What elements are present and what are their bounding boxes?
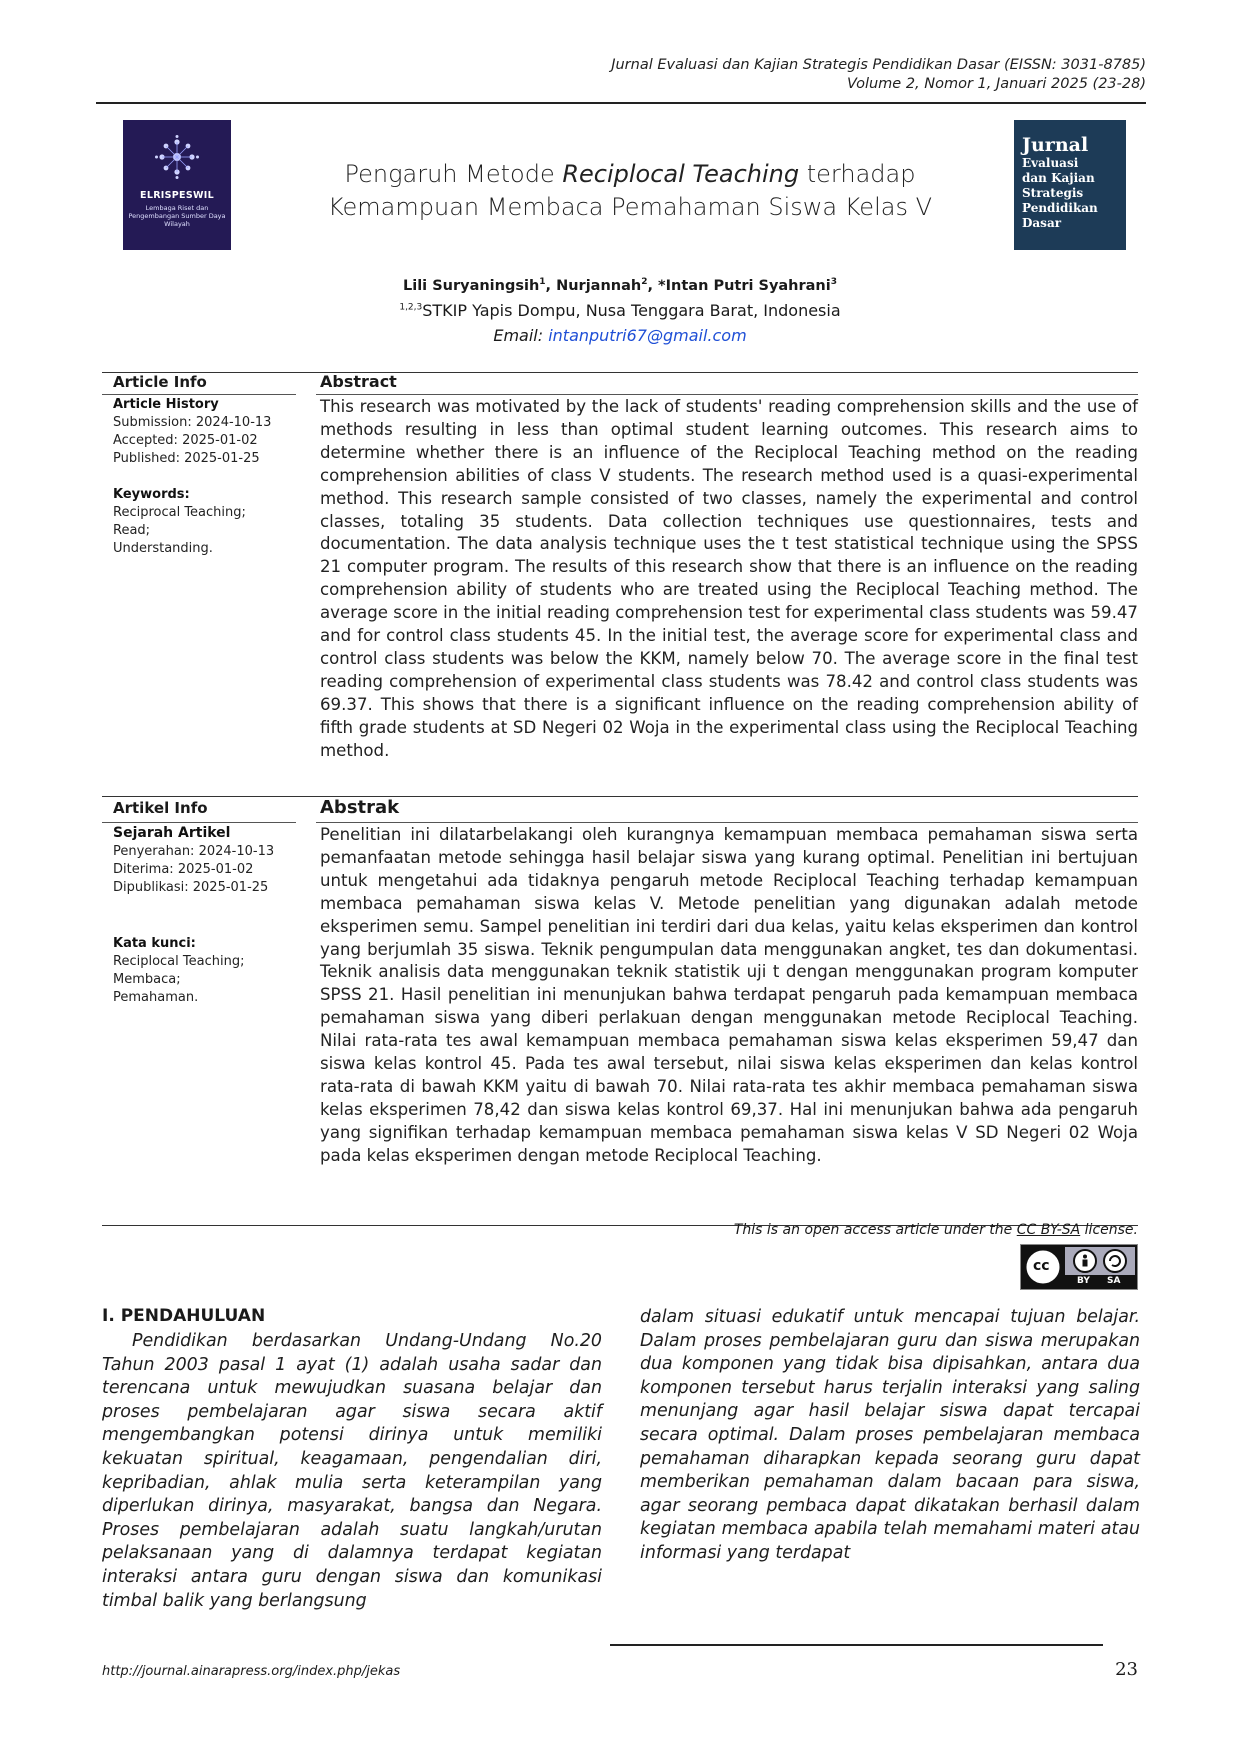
by-text: BY — [1077, 1276, 1090, 1286]
affiliation-text: STKIP Yapis Dompu, Nusa Tenggara Barat, Indonesia — [422, 301, 841, 320]
kata-kunci-1: Reciplocal Teaching; — [113, 954, 245, 969]
kata-kunci-2: Membaca; — [113, 972, 181, 987]
abstract-heading: Abstract — [320, 372, 397, 391]
abstrak-sub-rule — [316, 822, 1138, 823]
logo-right-line6: Dasar — [1022, 216, 1062, 230]
cc-by-sa-badge-icon[interactable] — [1020, 1244, 1138, 1290]
journal-cover-logo — [1014, 120, 1126, 250]
penyerahan-date: Penyerahan: 2024-10-13 — [113, 844, 275, 859]
kata-kunci-label: Kata kunci: — [113, 936, 196, 951]
sa-text: SA — [1107, 1276, 1121, 1286]
title-part1: Pengaruh Metode — [344, 160, 563, 188]
affiliation — [240, 301, 1000, 320]
abstract-sub-rule — [316, 394, 1138, 395]
info-top-rule — [102, 372, 1138, 373]
sejarah-label: Sejarah Artikel — [113, 825, 231, 841]
keywords-label: Keywords: — [113, 487, 190, 502]
cc-by-sa-link[interactable]: CC BY-SA — [1016, 1222, 1081, 1238]
volume-line: Volume 2, Nomor 1, Januari 2025 (23-28) — [847, 76, 1146, 92]
author-1: Lili Suryaningsih — [403, 278, 540, 294]
sejarah-artikel — [113, 824, 303, 1007]
author-3-sup: 3 — [830, 277, 837, 288]
title-italic: Reciplocal Teaching — [562, 160, 800, 188]
author-2: , Nurjannah — [545, 278, 642, 294]
email-label: Email: — [493, 326, 549, 345]
body-left-column — [102, 1330, 602, 1613]
logo-left-sub: Lembaga Riset dan Pengembangan Sumber Daya Wilayah — [128, 204, 226, 228]
logo-right-line3: dan Kajian — [1022, 171, 1095, 185]
artikel-info-heading: Artikel Info — [113, 799, 208, 817]
author-list — [240, 278, 1000, 294]
logo-right-line1: Jurnal — [1022, 134, 1089, 156]
title-line2: Kemampuan Membaca Pemahaman Siswa Kelas V — [327, 193, 932, 221]
cc-text: cc — [1033, 1258, 1050, 1274]
keyword-2: Read; — [113, 523, 151, 538]
logo-left-name: ELRISPESWIL — [140, 190, 214, 201]
accepted-date: Accepted: 2025-01-02 — [113, 433, 258, 448]
author-3: , *Intan Putri Syahrani — [647, 278, 831, 294]
footer-url[interactable]: http://journal.ainarapress.org/index.php/jekas — [102, 1664, 401, 1679]
body-left-paragraph: Pendidikan berdasarkan Undang-Undang No.20 Tahun 2003 pasal 1 ayat (1) adalah usaha sadar dan terencana untuk mewujudkan suasana belajar dan proses pembelajaran agar siswa secara aktif mengembangkan potensi dirinya untuk memiliki kekuatan spiritual, keagamaan, pengendalian diri, kepribadian, ahlak mulia serta keterampilan yang diperlukan dirinya, masyarakat, bangsa dan Negara. Proses pembelajaran adalah suatu langkah/urutan pelaksanaan yang di dalamnya terdapat kegiatan interaksi antara guru dengan siswa dan komunikasi timbal balik yang berlangsung — [102, 1331, 602, 1611]
artikel-sub-rule — [102, 822, 296, 823]
section-heading-pendahuluan: I. PENDAHULUAN — [102, 1306, 266, 1326]
article-info-heading: Article Info — [113, 373, 207, 391]
article-history — [113, 396, 303, 558]
abstrak-heading: Abstrak — [320, 797, 400, 818]
abstract-english: This research was motivated by the lack of students' reading comprehension skills and the use of methods resulting in less than optimal student learning outcomes. This research aims to determine whether there is an influence of the Reciplocal Teaching method on the reading comprehension abilities of class V students. The research method used is a quasi-experimental method. This research sample consisted of two classes, namely the experimental and control classes, totaling 35 students. Data collection techniques use questionnaires, tests and documentation. The data analysis technique uses the t test statistical technique using the SPSS 21 computer program. The results of this research show that there is an influence on the reading comprehension ability of students who are treated using the Reciplocal Teaching method. The average score in the initial reading comprehension test for experimental class students was 59.47 and for control class students 45. In the initial test, the average score for experimental class and control class students was below the KKM, namely below 70. The average score in the final test reading comprehension of experimental class students was 78.42 and control class students was 69.37. This shows that there is a significant influence on the reading comprehension ability of fifth grade students at SD Negeri 02 Woja in the experimental class using the Reciplocal Teaching method. — [320, 397, 1138, 760]
license-suffix: license. — [1080, 1222, 1138, 1238]
footer-rule — [610, 1644, 1103, 1646]
dipublikasi-date: Dipublikasi: 2025-01-25 — [113, 880, 269, 895]
title-part2: terhadap — [799, 160, 916, 188]
body-right-paragraph: dalam situasi edukatif untuk mencapai tujuan belajar. Dalam proses pembelajaran guru dan siswa merupakan dua komponen yang tidak bisa dipisahkan, antara dua komponen tersebut harus terjalin interaksi yang saling menunjang agar hasil belajar siswa dapat tercapai secara optimal. Dalam proses pembelajaran membaca pemahaman diharapkan kepada seorang guru dapat memberikan pemahaman dalam bacaan para siswa, agar seorang pembaca dapat dikatakan berhasil dalam kegiatan membaca apabila telah memahami materi atau informasi yang terdapat — [640, 1307, 1140, 1563]
elrispeswil-logo — [123, 120, 231, 250]
page-number: 23 — [1115, 1659, 1138, 1680]
affiliation-sup: 1,2,3 — [399, 302, 423, 313]
kata-kunci-3: Pemahaman. — [113, 990, 199, 1005]
email-link[interactable]: intanputri67@gmail.com — [548, 326, 747, 345]
running-header — [611, 56, 1146, 94]
email-line — [240, 326, 1000, 345]
license-prefix: This is an open access article under the — [733, 1222, 1017, 1238]
abstrak-indonesian: Penelitian ini dilatarbelakangi oleh kurangnya kemampuan membaca pemahaman siswa serta pemanfaatan metode sehingga hasil belajar siswa yang kurang optimal. Penelitian ini bertujuan untuk mengetahui ada tidaknya pengaruh metode Reciplocal Teaching terhadap kemampuan membaca pemahaman siswa kelas V. Metode penelitian yang digunakan adalah metode eksperimen semu. Sampel penelitian ini terdiri dari dua kelas, yaitu kelas eksperimen dan kontrol yang berjumlah 35 siswa. Teknik pengumpulan data menggunakan angket, tes dan dokumentasi. Teknik analisis data menggunakan teknik statistik uji t dengan menggunakan program komputer SPSS 21. Hasil penelitian ini menunjukan bahwa terdapat pengaruh pada kemampuan membaca pemahaman siswa yang diberi perlakuan dengan menggunakan metode Reciplocal Teaching. Nilai rata-rata tes awal kemampuan membaca pemahaman siswa kelas eksperimen 59,47 dan siswa kelas kontrol 45. Pada tes awal tersebut, nilai siswa kelas eksperimen dan kelas kontrol rata-rata di bawah KKM yaitu di bawah 70. Nilai rata-rata tes akhir membaca pemahaman siswa kelas eksperimen 78,42 dan siswa kelas kontrol 69,37. Hal ini menunjukan bahwa ada pengaruh yang signifikan terhadap kemampuan membaca pemahaman siswa kelas V SD Negeri 02 Woja pada kelas eksperimen dengan metode Reciplocal Teaching. — [320, 825, 1138, 1165]
open-access-note — [734, 1222, 1138, 1238]
logo-right-line5: Pendidikan — [1022, 201, 1098, 215]
network-burst-icon — [154, 134, 200, 180]
logo-right-line4: Strategis — [1022, 186, 1084, 200]
keyword-3: Understanding. — [113, 541, 213, 556]
article-title — [280, 158, 980, 224]
body-right-column — [640, 1306, 1140, 1566]
submission-date: Submission: 2024-10-13 — [113, 415, 272, 430]
journal-line: Jurnal Evaluasi dan Kajian Strategis Pendidikan Dasar (EISSN: 3031-8785) — [611, 57, 1146, 73]
info-sub-rule — [102, 394, 296, 395]
author-1-sup: 1 — [539, 277, 546, 288]
history-label: Article History — [113, 397, 219, 412]
published-date: Published: 2025-01-25 — [113, 451, 260, 466]
author-2-sup: 2 — [641, 277, 648, 288]
diterima-date: Diterima: 2025-01-02 — [113, 862, 254, 877]
logo-right-line2: Evaluasi — [1022, 156, 1079, 170]
header-rule — [96, 102, 1146, 104]
artikel-top-rule — [102, 796, 1138, 797]
keyword-1: Reciprocal Teaching; — [113, 505, 246, 520]
